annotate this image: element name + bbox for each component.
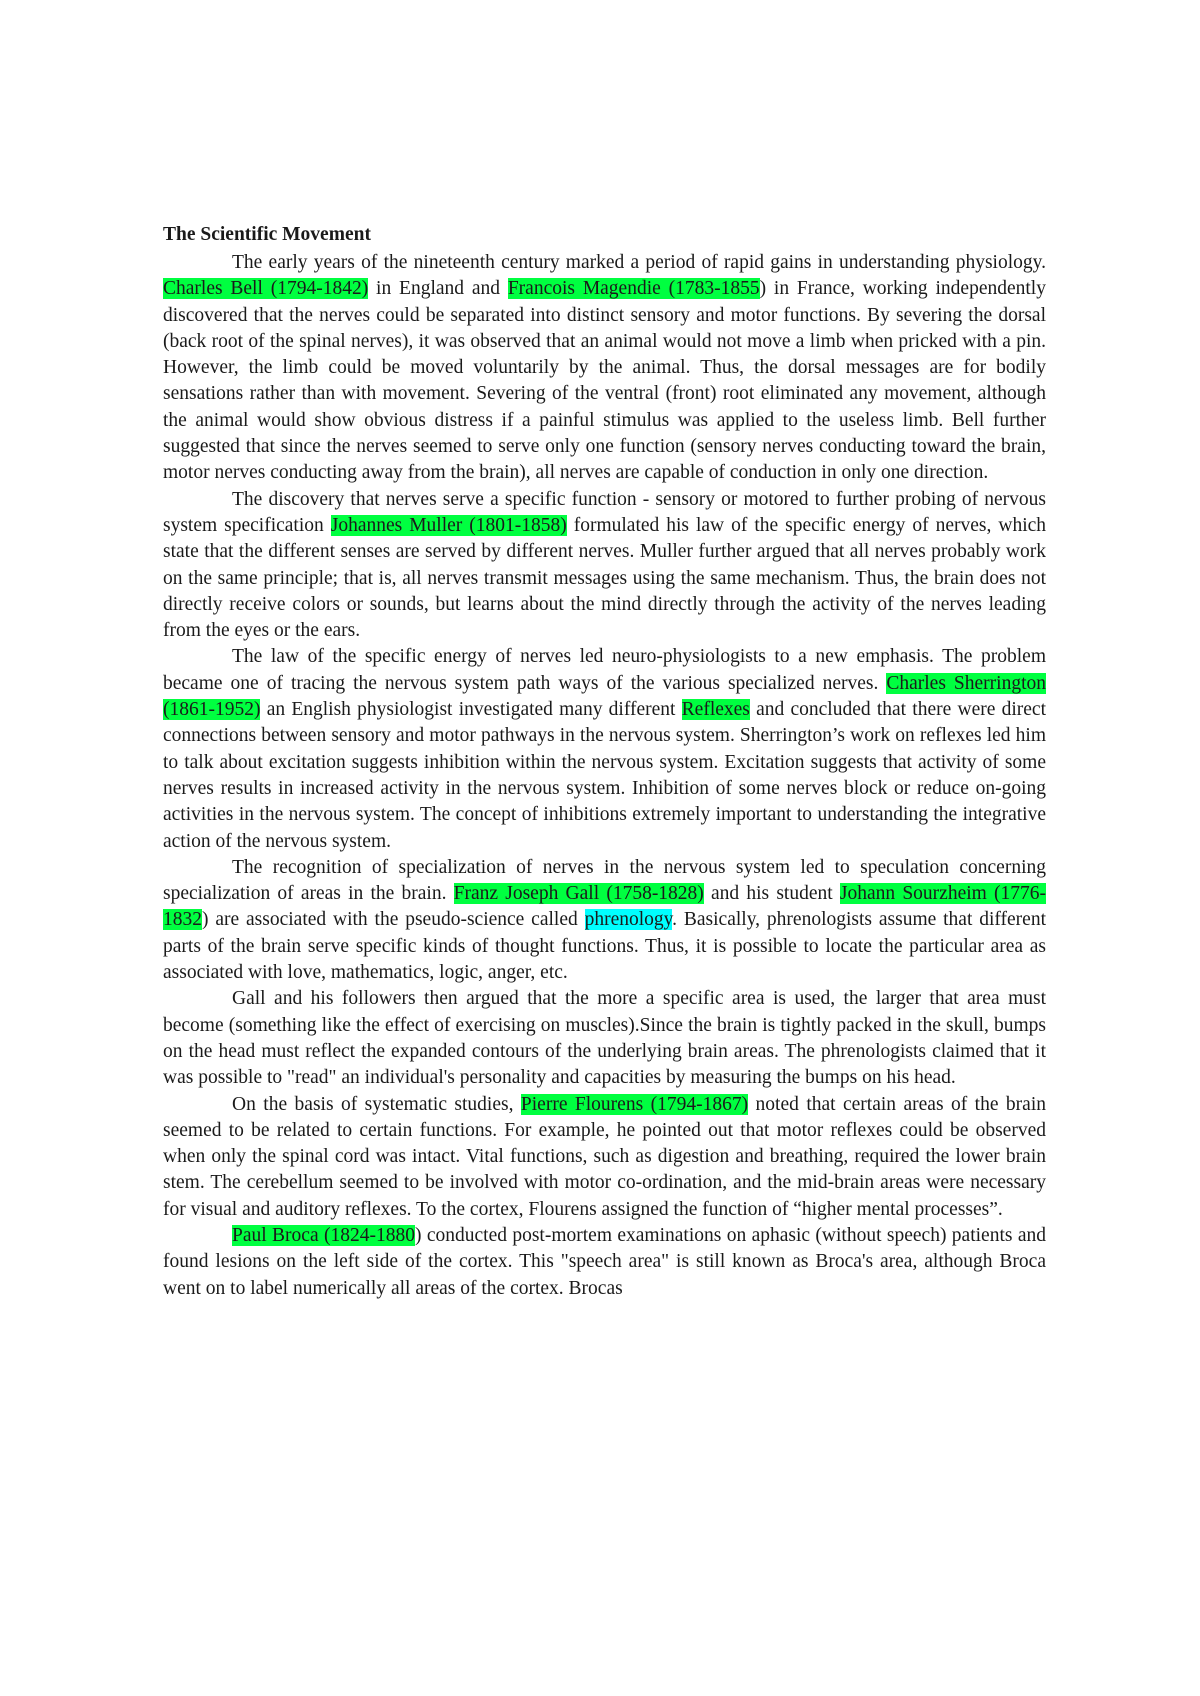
text-run: The law of the specific energy of nerves led neuro-physiologists to a new emphasis. The problem became one of tracing the nervous system path ways of the various specialized nerves. (163, 646, 1046, 694)
highlighted-term: Reflexes (681, 699, 750, 721)
paragraph (163, 855, 1046, 986)
text-run: ) conducted post-mortem examinations on aphasic (without speech) patients and found lesions on the left side of the cortex. This "speech area" is still known as Broca's area, although Broca went on to label numerically all areas of the cortex. Brocas (163, 1224, 1046, 1299)
text-run: The recognition of specialization of nerves in the nervous system led to speculation concerning specialization of areas in the brain. (163, 856, 1046, 905)
highlighted-term: Johann Sourzheim (1776-1832 (163, 883, 1046, 931)
paragraph (163, 644, 1046, 854)
highlighted-term: Charles Bell (1794-1842) (163, 278, 369, 300)
highlighted-term: Pierre Flourens (1794-1867) (520, 1093, 749, 1115)
paragraph (163, 986, 1046, 1091)
text-run: formulated his law of the specific energy of nerves, which state that the different senses are served by different nerves. Muller further argued that all nerves probably work on the same principle; that is, all nerves transmit messages using the same mechanism. Thus, the brain does not directly receive colors or sounds, but learns about the mind directly through the activity of the nerves leading from the eyes or the ears. (163, 514, 1047, 642)
paragraph (163, 1092, 1046, 1223)
text-run: Gall and his followers then argued that the more a specific area is used, the larger that area must become (something like the effect of exercising on muscles).Since the brain is tightly packed in the skull, bumps on the head must reflect the expanded contours of the underlying brain areas. The phrenologists claimed that it was possible to "read" an individual's personality and capacities by measuring the bumps on his head. (163, 988, 1046, 1089)
highlighted-term: Franz Joseph Gall (1758-1828) (453, 883, 704, 905)
text-run: and concluded that there were direct connections between sensory and motor pathways in the nervous system. Sherrington’s work on reflexes led him to talk about excitation suggests inhibition within the nervous system. Excitation suggests that activity of some nerves results in increased activity in the nervous system. Inhibition of some nerves block or reduce on-going activities in the nervous system. The concept of inhibitions extremely important to understanding the integrative action of the nervous system. (163, 699, 1046, 852)
text-run: ) are associated with the pseudo-science called (202, 909, 585, 931)
highlighted-term: Johannes Muller (1801-1858) (330, 514, 567, 536)
section-title: The Scientific Movement (163, 224, 371, 245)
text-run: noted that certain areas of the brain seemed to be related to certain functions. For example, he pointed out that motor reflexes could be observed when only the spinal cord was intact. Vital functions, such as digestion and breathing, required the lower brain stem. The cerebellum seemed to be involved with motor co-ordination, and the mid-brain areas were necessary for visual and auditory reflexes. To the cortex, Flourens assigned the function of “higher mental processes”. (163, 1093, 1046, 1220)
text-run: and his student (703, 883, 840, 905)
paragraph (163, 487, 1046, 645)
highlighted-term: Francois Magendie (1783-1855 (507, 278, 760, 300)
text-run: . Basically, phrenologists assume that different parts of the brain serve specific kinds of thought functions. Thus, it is possible to locate the particular area as associated with love, mathematics, logic, anger, etc. (163, 909, 1046, 984)
text-run: The early years of the nineteenth century marked a period of rapid gains in understanding physiology. (232, 252, 1046, 273)
text-run: The discovery that nerves serve a specific function - sensory or motored to further probing of nervous system specification (163, 488, 1046, 536)
body-text (163, 250, 1046, 1302)
text-run: an English physiologist investigated many different (260, 699, 682, 721)
text-run: ) in France, working independently discovered that the nerves could be separated into distinct sensory and motor functions. By severing the dorsal (back root of the spinal nerves), it was observed that an animal would not move a limb when pricked with a pin. However, the limb could be moved voluntarily by the animal. Thus, the dorsal messages are for bodily sensations rather than with movement. Severing of the ventral (front) root eliminated any movement, although the animal would show obvious distress if a painful stimulus was applied to the useless limb. Bell further suggested that since the nerves seemed to serve only one function (sensory nerves conducting toward the brain, motor nerves conducting away from the brain), all nerves are capable of conduction in only one direction. (163, 278, 1046, 484)
text-run: in England and (368, 278, 508, 300)
highlighted-term: Charles Sherrington (1861-1952) (163, 672, 1047, 721)
highlighted-term: Paul Broca (1824-1880 (232, 1224, 415, 1246)
highlighted-term: phrenology (584, 909, 673, 931)
paragraph (163, 1223, 1046, 1302)
text-run: On the basis of systematic studies, (232, 1093, 521, 1115)
paragraph (163, 250, 1046, 487)
document-page (163, 222, 1046, 1302)
